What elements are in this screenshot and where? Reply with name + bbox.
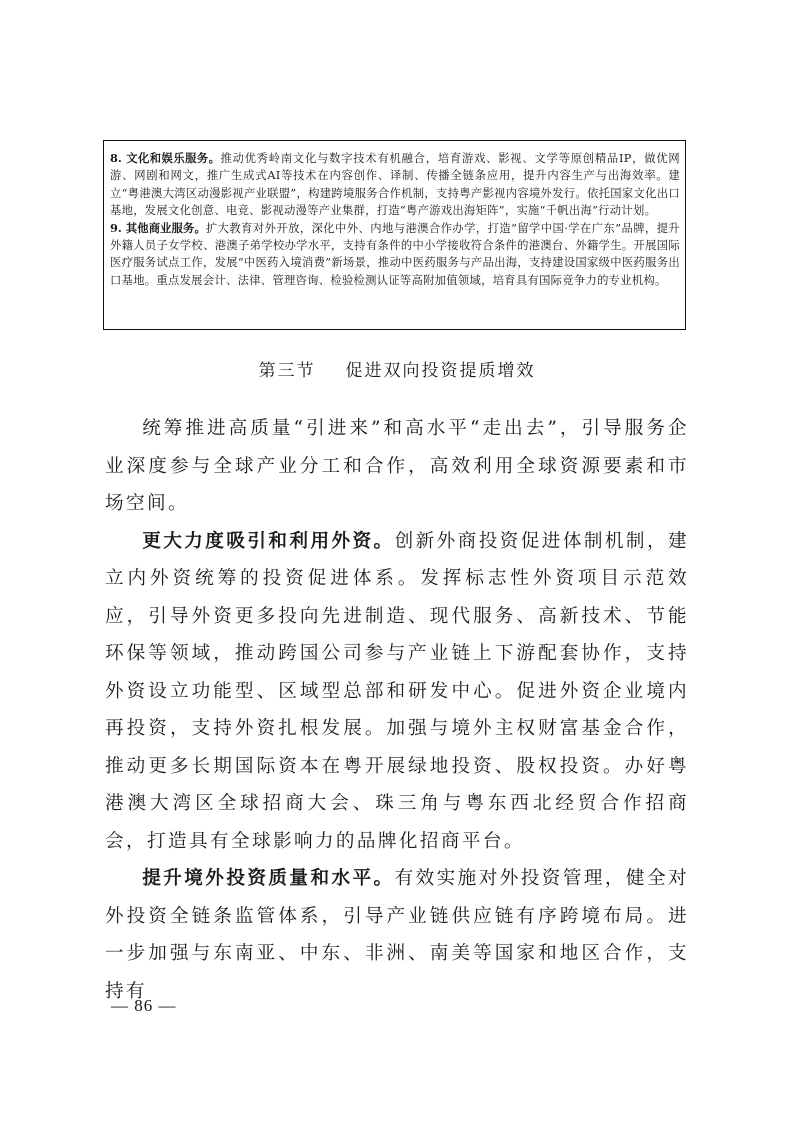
box-item-8-heading: 8. 文化和娱乐服务。 — [110, 151, 221, 165]
section-title — [0, 356, 794, 381]
paragraph-2-lead: 更大力度吸引和利用外资。 — [142, 530, 395, 552]
paragraph-2 — [105, 523, 689, 861]
section-heading: 促进双向投资提质增效 — [345, 361, 536, 381]
paragraph-1-text: 统筹推进高质量“引进来”和高水平“走出去”，引导服务企业深度参与全球产业分工和合作，高效利用全球资源要素和市场空间。 — [105, 418, 689, 514]
box-item-8-text: 推动优秀岭南文化与数字技术有机融合，培育游戏、影视、文学等原创精品IP，做优网游、网剧和网文，推广生成式AI等技术在内容创作、译制、传播全链条应用，提升内容生产与出海效率。建立“粤港澳大湾区动漫影视产业联盟”，构建跨境服务合作机制，支持粤产影视内容境外发行。依托国家文化出口基地，发展文化创意、电竞、影视动漫等产业集群，打造“粤产游戏出海矩阵”，实施“千帆出海”行动计划。 — [110, 152, 680, 218]
paragraph-3 — [105, 860, 689, 1010]
section-number: 第三节 — [258, 361, 316, 381]
box-item-8 — [110, 150, 680, 220]
body-text — [105, 410, 689, 1010]
box-item-9-heading: 9. 其他商业服务。 — [110, 220, 206, 235]
box-item-9 — [110, 220, 680, 290]
paragraph-3-lead: 提升境外投资质量和水平。 — [142, 868, 395, 889]
paragraph-2-text: 创新外商投资促进体制机制，建立内外资统筹的投资促进体系。发挥标志性外资项目示范效应，引导外资更多投向先进制造、现代服务、高新技术、节能环保等领域，推动跨国公司参与产业链上下游配套协作，支持外资设立功能型、区域型总部和研发中心。促进外资企业境内再投资，支持外资扎根发展。加强与境外主权财富基金合作，推动更多长期国际资本在粤开展绿地投资、股权投资。办好粤港澳大湾区全球招商大会、珠三角与粤东西北经贸合作招商会，打造具有全球影响力的品牌化招商平台。 — [105, 530, 689, 852]
page-number: — 86 — — [111, 996, 177, 1015]
paragraph-1 — [105, 410, 689, 523]
text-box — [103, 140, 686, 330]
paragraph-3-text: 有效实施对外投资管理，健全对外投资全链条监管体系，引导产业链供应链有序跨境布局。进一步加强与东南亚、中东、非洲、南美等国家和地区合作，支持有 — [105, 868, 689, 1002]
box-item-9-text: 扩大教育对外开放，深化中外、内地与港澳合作办学，打造“留学中国·学在广东”品牌，提升外籍人员子女学校、港澳子弟学校办学水平，支持有条件的中小学接收符合条件的港澳台、外籍学生。开展国际医疗服务试点工作，发展“中医药入境消费”新场景，推动中医药服务与产品出海，支持建设国家级中医药服务出口基地。重点发展会计、法律、管理咨询、检验检测认证等高附加值领域，培育具有国际竞争力的专业机构。 — [110, 221, 681, 287]
